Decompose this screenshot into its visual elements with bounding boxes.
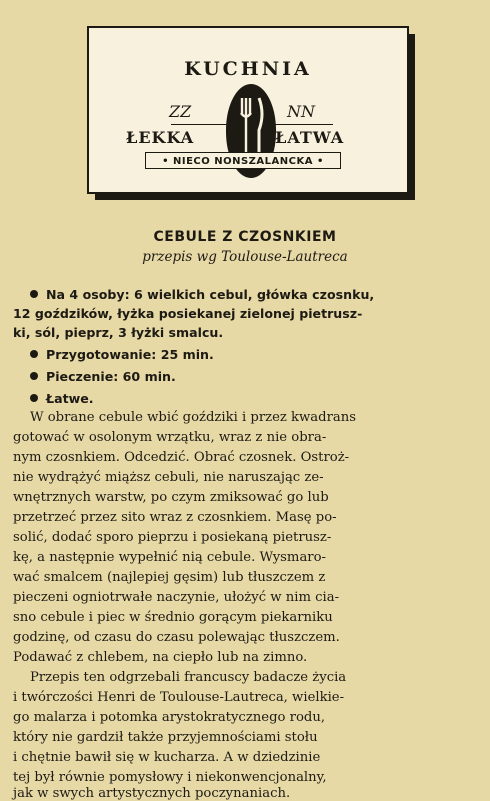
note-line: go malarza i potomka arystokratycznego rodu,: [13, 710, 326, 725]
body-line: W obrane cebule wbić goździki i przez kwadrans: [30, 410, 357, 425]
bullet-icon: [30, 350, 38, 358]
body-line: godzinę, od czasu do czasu polewając tłuszczem.: [13, 630, 340, 645]
ingredients-line: ki, sól, pieprz, 3 łyżki smalcu.: [13, 325, 224, 340]
ingredients-line: Na 4 osoby: 6 wielkich cebul, główka czosnku,: [30, 285, 374, 305]
note-line: jak w swych artystycznych poczynaniach.: [13, 786, 291, 801]
signature-line: [171, 124, 227, 125]
header-shadow: [95, 194, 415, 200]
ingredients-line: 12 goździków, łyżka posiekanej zielonej pietrusz-: [13, 306, 363, 321]
note-line: tej był równie pomysłowy i niekonwencjonalny,: [13, 770, 327, 785]
body-line: przetrzeć przez sito wraz z czosnkiem. Masę po-: [13, 510, 337, 525]
bullet-icon: [30, 394, 38, 402]
body-line: Podawać z chlebem, na ciepło lub na zimno.: [13, 650, 308, 665]
prep-time: Przygotowanie: 25 min.: [30, 345, 214, 365]
body-line: sno cebule i piec w średnio gorącym piekarniku: [13, 610, 333, 625]
body-line: nym czosnkiem. Odcedzić. Obrać czosnek. Ostroż-: [13, 450, 350, 465]
body-line: solić, dodać sporo pieprzu i posiekaną pietrusz-: [13, 530, 332, 545]
difficulty: Łatwe.: [30, 389, 94, 409]
body-line: wnętrznych warstw, po czym zmiksować go lub: [13, 490, 329, 505]
body-line: pieczeni ogniotrwałe naczynie, ułożyć w nim cia-: [13, 590, 340, 605]
body-line: kę, a następnie wypełnić nią cebule. Wysmaro-: [13, 550, 327, 565]
recipe-title: CEBULE Z CZOSNKIEM: [153, 229, 337, 245]
signature-line: [269, 124, 333, 125]
body-line: nie wydrążyć miąższ cebuli, nie naruszając ze-: [13, 470, 324, 485]
note-line: który nie gardził także przyjemnościami stołu: [13, 730, 318, 745]
header-shadow: [409, 34, 415, 200]
column-header: [87, 26, 409, 194]
recipe-subtitle: przepis wg Toulouse-Lautreca: [142, 249, 348, 265]
note-line: i twórczości Henri de Toulouse-Lautreca, wielkie-: [13, 690, 345, 705]
body-line: wać smalcem (najlepiej gęsim) lub tłuszczem z: [13, 570, 326, 585]
baking-time: Pieczenie: 60 min.: [30, 367, 176, 387]
header-word-left: ŁEKKA: [126, 128, 195, 147]
column-title: KUCHNIA: [184, 58, 312, 80]
column-tagline: • NIECO NONSZALANCKA •: [145, 152, 341, 169]
signature-right: NN: [287, 102, 315, 121]
body-line: gotować w osolonym wrzątku, wraz z nie obra-: [13, 430, 327, 445]
note-line: Przepis ten odgrzebali francuscy badacze życia: [30, 670, 347, 685]
signature-left: ZZ: [169, 102, 192, 121]
bullet-icon: [30, 372, 38, 380]
header-word-right: ŁATWA: [275, 128, 345, 147]
bullet-icon: [30, 290, 38, 298]
note-line: i chętnie bawił się w kucharza. A w dziedzinie: [13, 750, 321, 765]
